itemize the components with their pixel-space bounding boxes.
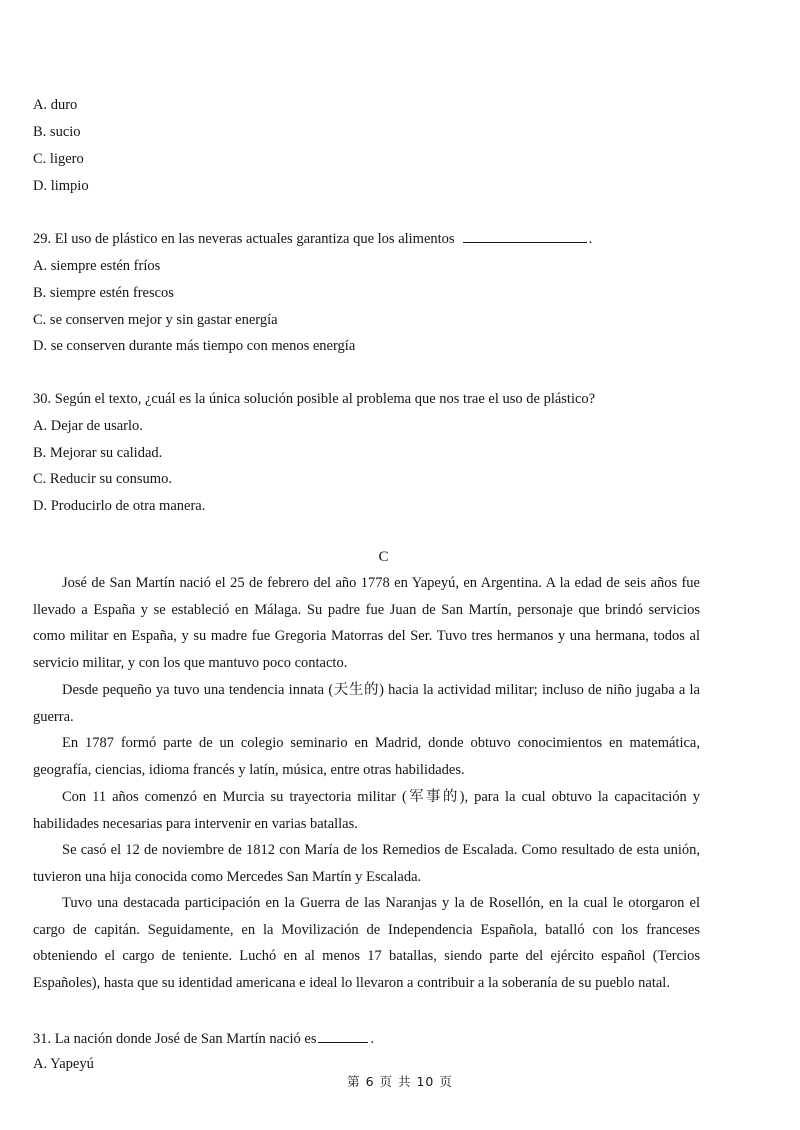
q31-answer-blank — [318, 1030, 368, 1043]
q30-stem: 30. Según el texto, ¿cuál es la única solución posible al problema que nos trae el uso de plástico? — [33, 391, 596, 407]
q29-end: . — [588, 231, 593, 247]
passage-paragraph-3 — [33, 730, 700, 783]
passage-paragraph-1 — [33, 570, 700, 676]
q28-option-d: D. limpio — [33, 178, 89, 194]
q30-option-c: C. Reducir su consumo. — [33, 471, 172, 487]
q31-stem-line — [33, 1030, 374, 1048]
q31-option-a: A. Yapeyú — [33, 1056, 94, 1072]
q30-option-a: A. Dejar de usarlo. — [33, 418, 143, 434]
passage-paragraph-4 — [33, 784, 700, 837]
q28-option-a: A. duro — [33, 97, 78, 113]
q29-stem-line — [33, 230, 592, 248]
q29-answer-blank — [463, 230, 587, 243]
passage-paragraph-3-text: En 1787 formó parte de un colegio seminario en Madrid, donde obtuvo conocimientos en matemática, geografía, ciencias, idioma francés y latín, música, entre otras habilidades. — [33, 735, 700, 778]
passage-paragraph-2-text: Desde pequeño ya tuvo una tendencia innata (天生的) hacia la actividad militar; incluso de niño jugaba a la guerra. — [33, 682, 700, 725]
passage-paragraph-4-text: Con 11 años comenzó en Murcia su trayectoria militar (军事的), para la cual obtuvo la capacitación y habilidades necesarias para intervenir en varias batallas. — [33, 789, 700, 832]
passage-paragraph-1-text: José de San Martín nació el 25 de febrero del año 1778 en Yapeyú, en Argentina. A la edad de seis años fue llevado a España y se estableció en Málaga. Su padre fue Juan de San Martín, personaje que brindó servicios como militar en España, y su madre fue Gregoria Matorras del Ser. Tuvo tres hermanos y una hermana, todos al servicio militar, y con los que mantuvo poco contacto. — [33, 575, 700, 671]
passage-paragraph-6 — [33, 890, 700, 996]
q29-option-c: C. se conserven mejor y sin gastar energía — [33, 312, 278, 328]
q29-option-d: D. se conserven durante más tiempo con menos energía — [33, 338, 356, 354]
q28-option-c: C. ligero — [33, 151, 84, 167]
q29-option-a: A. siempre estén fríos — [33, 258, 161, 274]
passage-paragraph-6-text: Tuvo una destacada participación en la Guerra de las Naranjas y la de Rosellón, en la cual le otorgaron el cargo de capitán. Seguidamente, en la Movilización de Independencia Española, batalló con los franceses obteniendo el cargo de teniente. Luchó en al menos 17 batallas, siendo parte del ejército español (Tercios Españoles), hasta que su identidad americana e ideal lo llevaron a contribuir a la soberanía de su pueblo natal. — [33, 895, 700, 991]
passage-paragraph-5 — [33, 837, 700, 890]
passage-paragraph-2 — [33, 677, 700, 730]
q31-stem: 31. La nación donde José de San Martín nació es — [33, 1031, 317, 1047]
q29-option-b: B. siempre estén frescos — [33, 285, 174, 301]
q28-option-b: B. sucio — [33, 124, 81, 140]
q30-option-d: D. Producirlo de otra manera. — [33, 498, 206, 514]
page-number-footer: 第 6 页 共 10 页 — [347, 1074, 453, 1089]
q31-end: . — [370, 1031, 375, 1047]
section-letter: C — [378, 549, 389, 565]
q29-stem: 29. El uso de plástico en las neveras actuales garantiza que los alimentos — [33, 231, 455, 247]
passage-paragraph-5-text: Se casó el 12 de noviembre de 1812 con María de los Remedios de Escalada. Como resultado de esta unión, tuvieron una hija conocida como Mercedes San Martín y Escalada. — [33, 842, 700, 885]
q30-option-b: B. Mejorar su calidad. — [33, 445, 163, 461]
